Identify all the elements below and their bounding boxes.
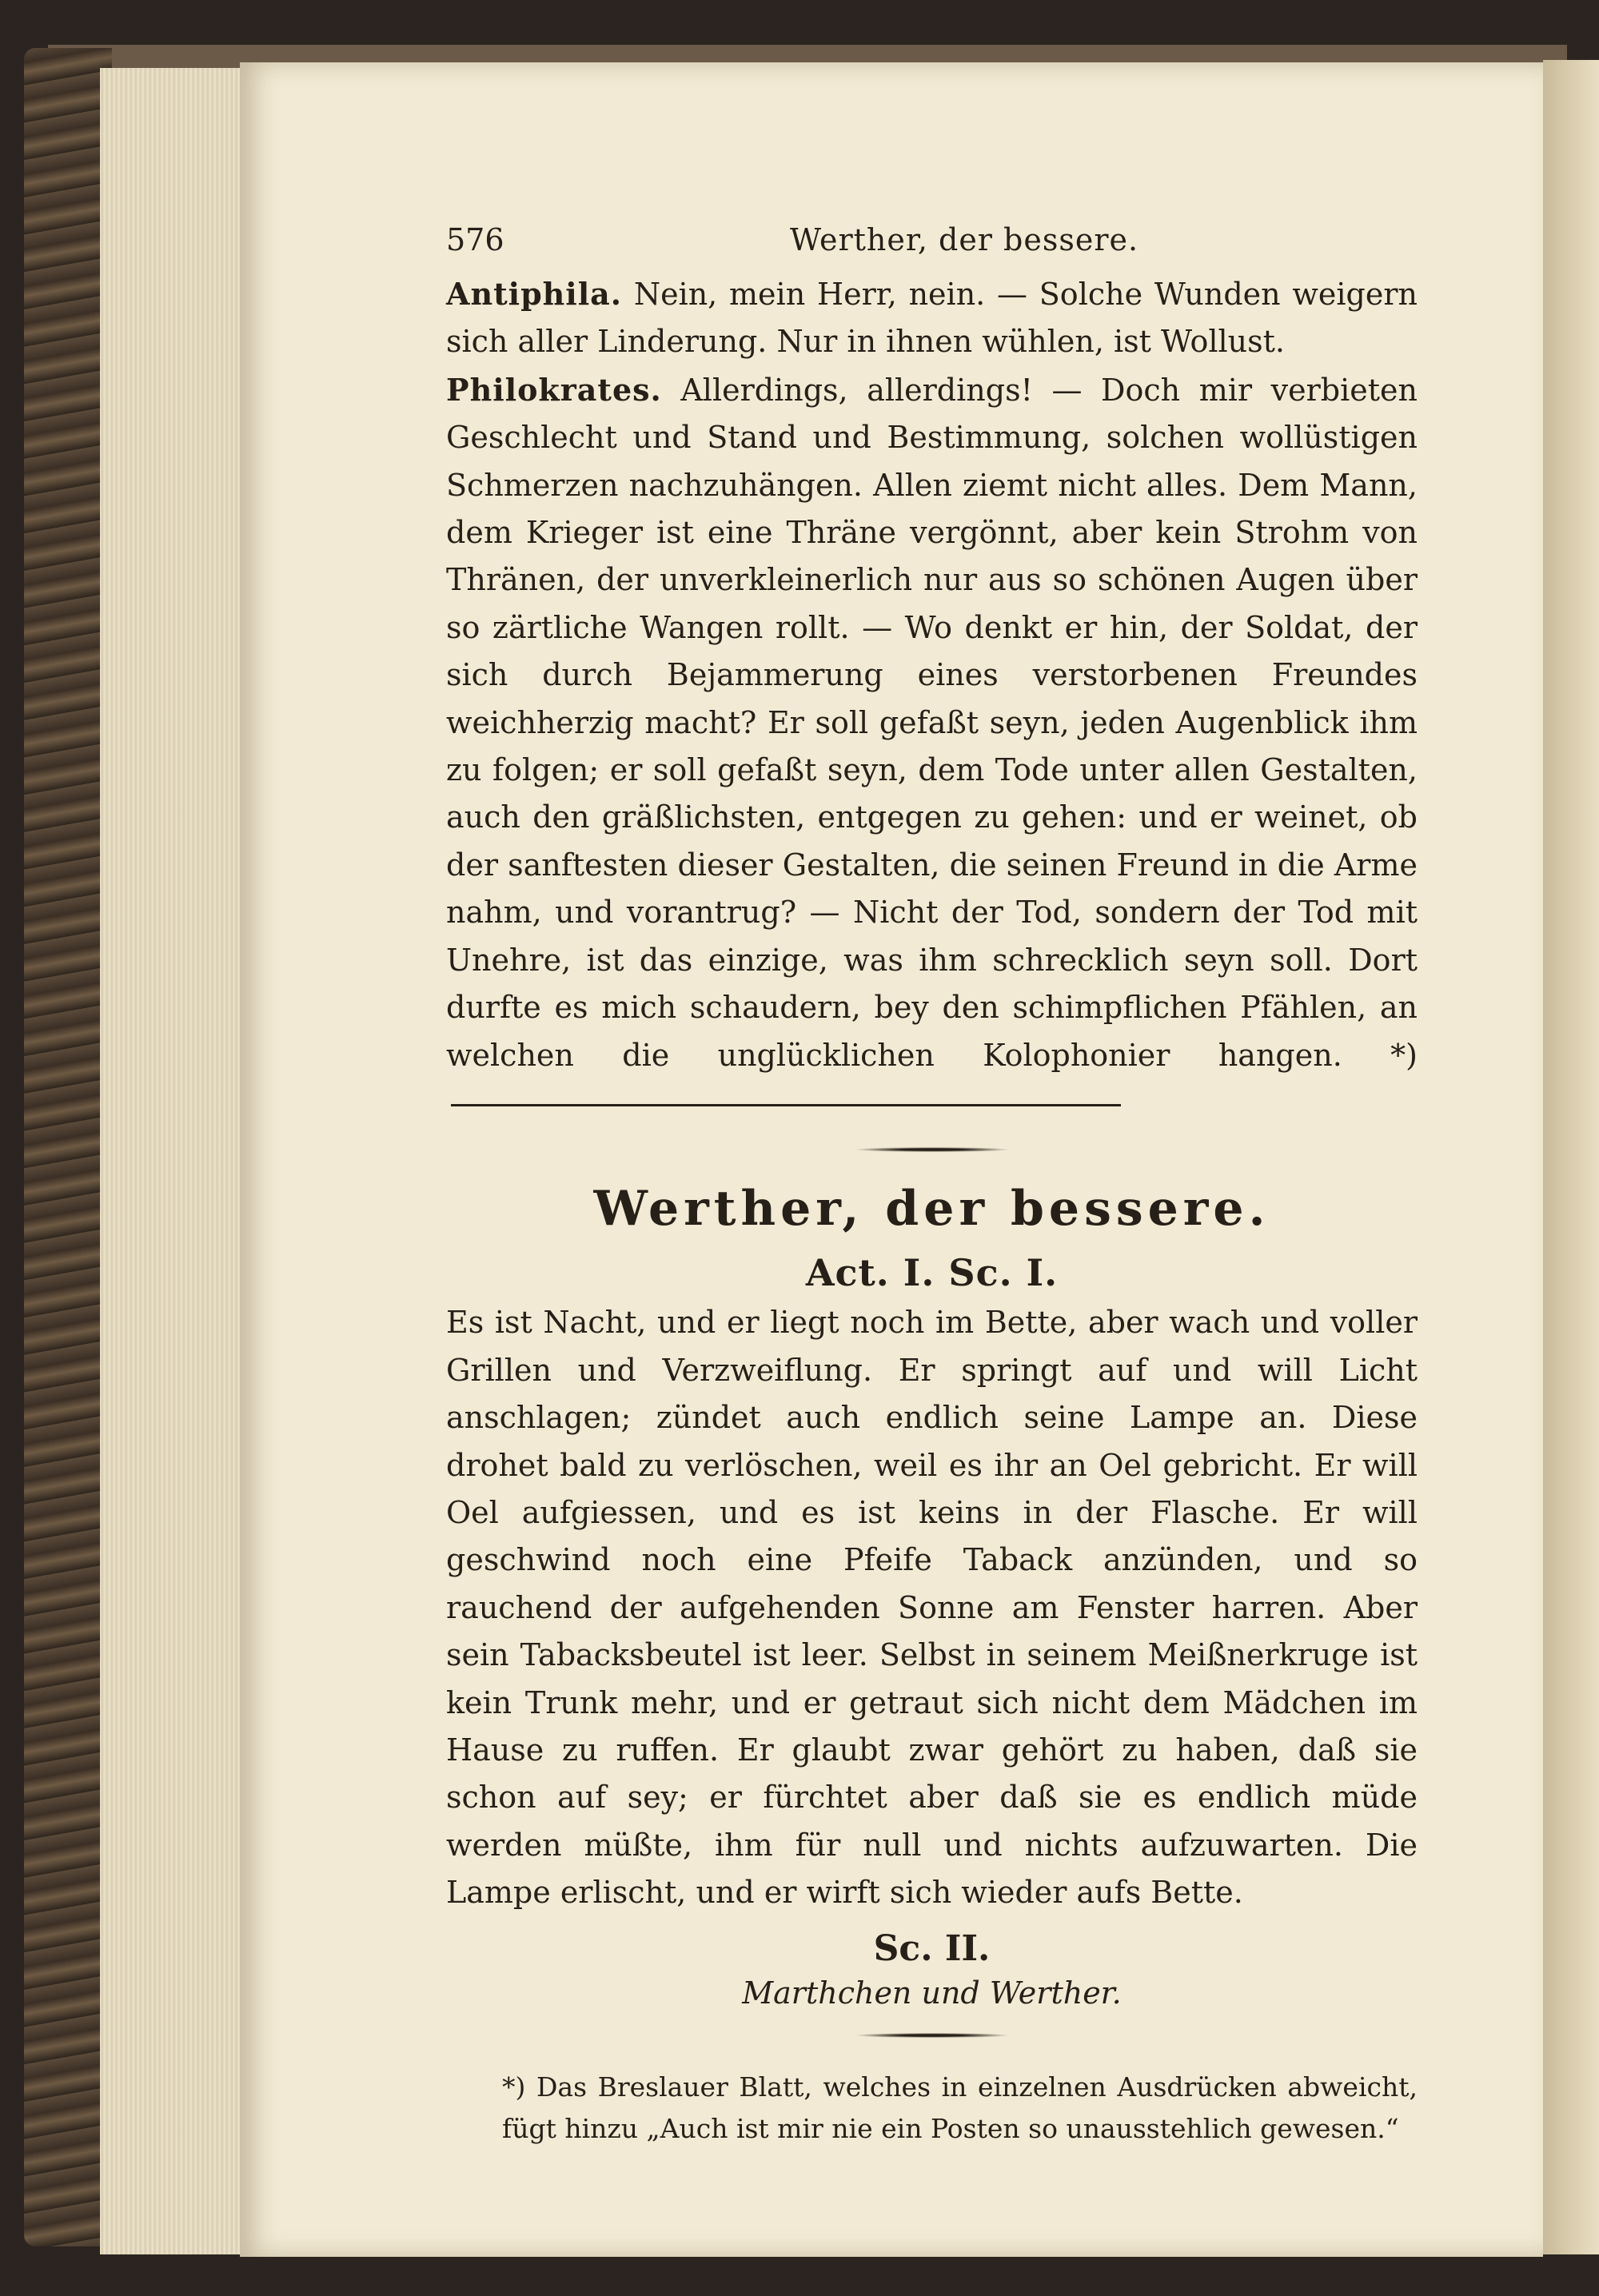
page-edges <box>100 68 241 2254</box>
scene-2-persons: Marthchen und Werther. <box>742 1975 1122 2011</box>
speech-philokrates: Allerdings, allerdings! — Doch mir verbieten Geschlecht und Stand und Bestimmung, solchen wollüstigen Schmerzen nachzuhängen. Allen ziemt nicht alles. Dem Mann, dem Krieger ist eine Thräne vergönnt, aber kein Strohm von Thränen, der unverkleinerlich nur aus so schönen Augen über so zärtliche Wangen rollt. — Wo denkt er hin, der Soldat, der sich durch Bejammerung eines verstorbenen Freundes weichherzig macht? Er soll gefaßt seyn, jeden Augenblick ihm zu folgen; er soll gefaßt seyn, dem Tode unter allen Gestalten, auch den gräßlichsten, entgegen zu gehen: und er weinet, ob der sanftesten dieser Gestalten, die seinen Freund in die Arme nahm, und vorantrug? — Nicht der Tod, sondern der Tod mit Unehre, ist das einzige, was ihm schrecklich seyn soll. Dort durfte es mich schaudern, bey den schimpflichen Pfählen, an welchen die unglücklichen Kolophonier hangen. *) <box>446 372 1418 1073</box>
running-head <box>446 222 1418 270</box>
play-title: Werther, der bessere. <box>593 1181 1270 1238</box>
speech-antiphila: Nein, mein Herr, nein. — Solche Wunden weigern sich aller Linderung. Nur in ihnen wühlen, ist Wollust. <box>446 277 1418 360</box>
footnote: *) Das Breslauer Blatt, welches in einzelnen Ausdrücken abweicht, fügt hinzu „Auch ist mir nie ein Posten so unausstehlich gewesen.“ <box>502 2071 1418 2144</box>
page-content <box>446 222 1418 2150</box>
act-heading: Act. I. Sc. I. <box>805 1251 1059 1295</box>
speaker-antiphila: Antiphila. <box>446 276 623 312</box>
dialogue-antiphila <box>446 270 1418 366</box>
page-number: 576 <box>446 222 504 257</box>
closing-dash-line <box>451 1104 1121 1106</box>
book-cover-spine <box>24 48 112 2246</box>
running-title: Werther, der bessere. <box>790 222 1139 257</box>
scene-2-heading: Sc. II. <box>873 1927 991 1969</box>
book-page <box>240 62 1543 2257</box>
scene-1-stage-direction: Es ist Nacht, und er liegt noch im Bette, aber wach und voller Grillen und Verzweiflung. Er springt auf und will Licht anschlagen; zündet auch endlich seine Lampe an. Diese drohet bald zu verlöschen, weil es ihr an Oel gebricht. Er will Oel aufgiessen, und es ist keins in der Flasche. Er will geschwind noch eine Pfeife Taback anzünden, und so rauchend der aufgehenden Sonne am Fenster harren. Aber sein Tabacksbeutel ist leer. Selbst in seinem Meißnerkruge ist kein Trunk mehr, und er getraut sich nicht dem Mädchen im Hause zu ruffen. Er glaubt zwar gehört zu haben, daß sie schon auf sey; er fürchtet aber daß sie es endlich müde werden müßte, ihm für null und nichts aufzuwarten. Die Lampe erlischt, und er wirft sich wieder aufs Bette. <box>446 1305 1418 1911</box>
ornamental-rule <box>856 1147 1008 1152</box>
facing-page-edge <box>1543 60 1599 2254</box>
speaker-philokrates: Philokrates. <box>446 371 662 408</box>
ornamental-rule-bottom <box>856 2033 1008 2038</box>
dialogue-philokrates <box>446 366 1418 1127</box>
